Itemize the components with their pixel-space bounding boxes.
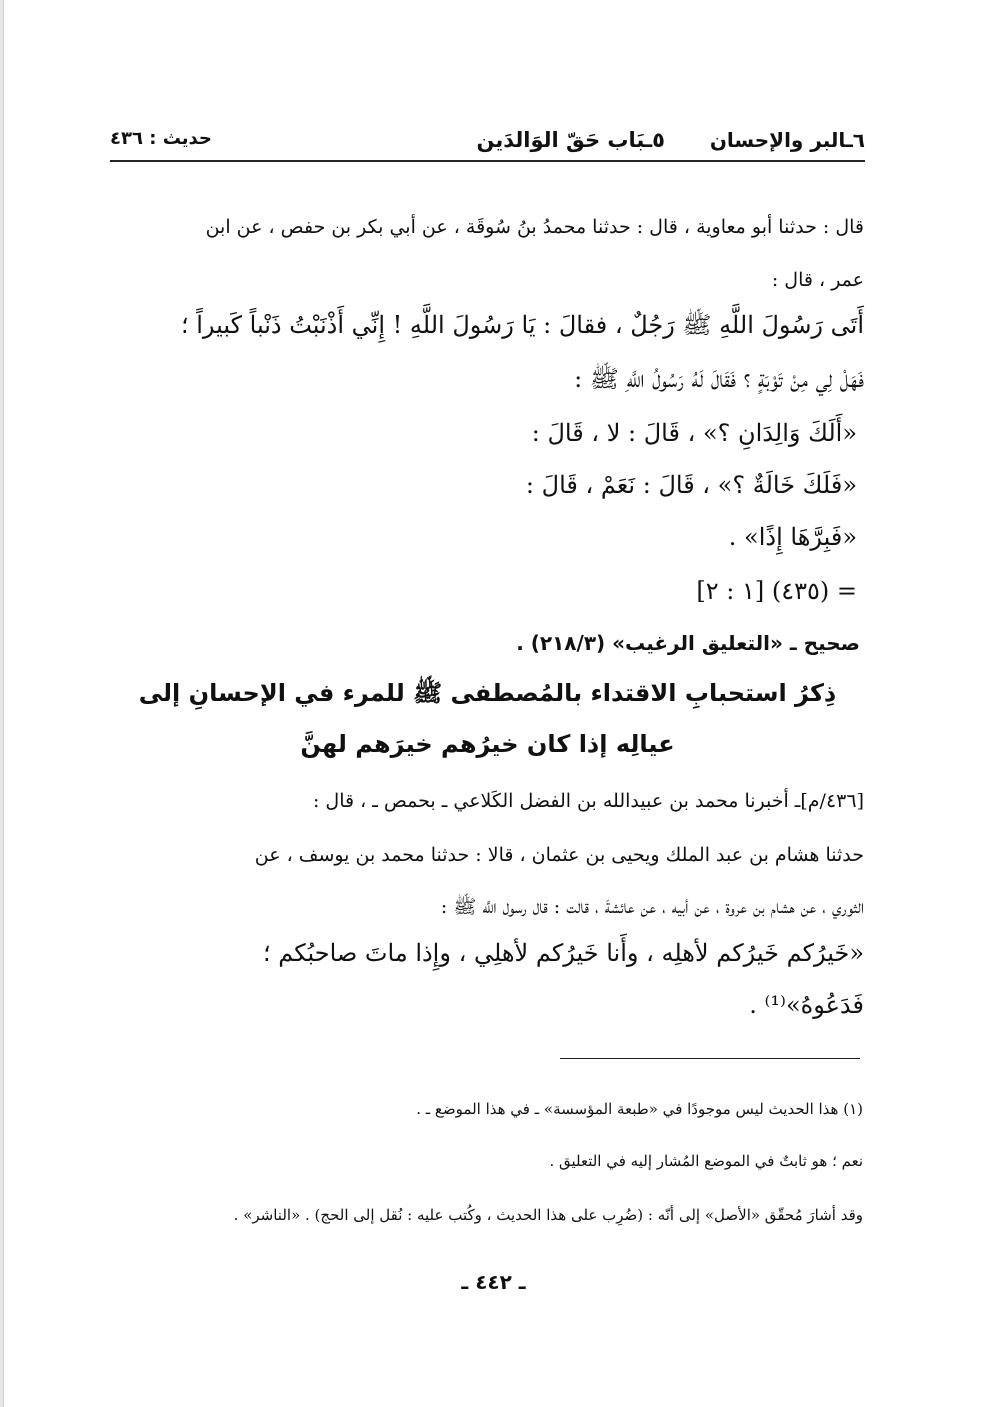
header-rule bbox=[110, 160, 865, 162]
footnote-rule bbox=[560, 1058, 860, 1059]
chapter-title: ٥ـبَاب حَقّ الوَالدَين bbox=[476, 128, 665, 152]
reference-line: = (٤٣٥) [١ : ٢] bbox=[696, 577, 857, 605]
grading-line: صحيح ـ «التعليق الرغيب» (٢١٨/٣) . bbox=[516, 631, 860, 655]
matn-line-3: «أَلَكَ وَالِدَانِ ؟» ، قَالَ : لا ، قَالَ : bbox=[531, 419, 857, 447]
scan-edge-line bbox=[3, 0, 4, 1407]
isnad-line-2: عمر ، قال : bbox=[771, 269, 864, 291]
footnote-3: وقد أشارَ مُحقّق «الأصل» إلى أنّه : (ضُرِب على هذا الحديث ، وكُتب عليه : نُقل إلى الحج) . «الناشر» . bbox=[233, 1206, 863, 1224]
matn2-line-2: فَدَعُوهُ»⁽¹⁾ . bbox=[749, 991, 864, 1019]
book-title: ٦ـالبر والإحسان bbox=[709, 128, 865, 152]
matn2-line-1: «خَيرُكم خَيرُكم لأهلِه ، وأَنا خَيرُكم لأهلِي ، وإِذا ماتَ صاحبُكم ؛ bbox=[263, 939, 864, 967]
section-heading-line-2: عيالِه إذا كان خيرُهم خيرَهم لهنَّ bbox=[300, 730, 675, 758]
matn-line-4: «فَلَكَ خَالَةٌ ؟» ، قَالَ : نَعَمْ ، قَالَ : bbox=[525, 471, 857, 499]
matn-line-1: أَتَى رَسُولَ اللَّهِ ﷺ رَجُلٌ ، فقالَ : يَا رَسُولَ اللَّهِ ! إِنِّي أَذْنَبْتُ ذَنْباً كَبيراً ؛ bbox=[180, 311, 864, 339]
isnad2-line-3: الثوري ، عن هشام بن عروة ، عن أبيه ، عن عائشةَ ، قالت : قال رسول اللَّه ﷺ : bbox=[440, 896, 864, 918]
isnad2-line-1: [٤٣٦/م]ـ أخبرنا محمد بن عبيدالله بن الفضل الكَلاعي ـ بحمص ـ ، قال : bbox=[312, 790, 864, 812]
isnad-line-1: قال : حدثنا أبو معاوية ، قال : حدثنا محمدُ بنُ سُوقَة ، عن أبي بكر بن حفص ، عن ابن bbox=[205, 216, 864, 238]
matn-line-2: فَهَلْ لِي مِنْ تَوْبَةٍ ؟ فَقَالَ لَهُ رَسُولُ اللَّهِ ﷺ : bbox=[574, 365, 864, 393]
running-header bbox=[110, 122, 865, 162]
isnad2-line-2: حدثنا هشام بن عبد الملك ويحيى بن عثمان ، قالا : حدثنا محمد بن يوسف ، عن bbox=[254, 844, 864, 866]
section-heading-line-1: ذِكرُ استحبابِ الاقتداء بالمُصطفى ﷺ للمرء في الإحسانِ إلى bbox=[138, 679, 837, 707]
footnote-2: نعم ؛ هو ثابتٌ في الموضع المُشار إليه في التعليق . bbox=[549, 1152, 863, 1170]
hadith-number: حديث : ٤٣٦ bbox=[110, 128, 212, 149]
footnote-1: (١) هذا الحديث ليس موجودًا في «طبعة المؤسسة» ـ في هذا الموضع ـ . bbox=[416, 1100, 863, 1118]
page-number: ـ ٤٤٢ ـ bbox=[461, 1270, 526, 1294]
matn-line-5: «فَبِرَّهَا إِذًا» . bbox=[728, 523, 857, 551]
